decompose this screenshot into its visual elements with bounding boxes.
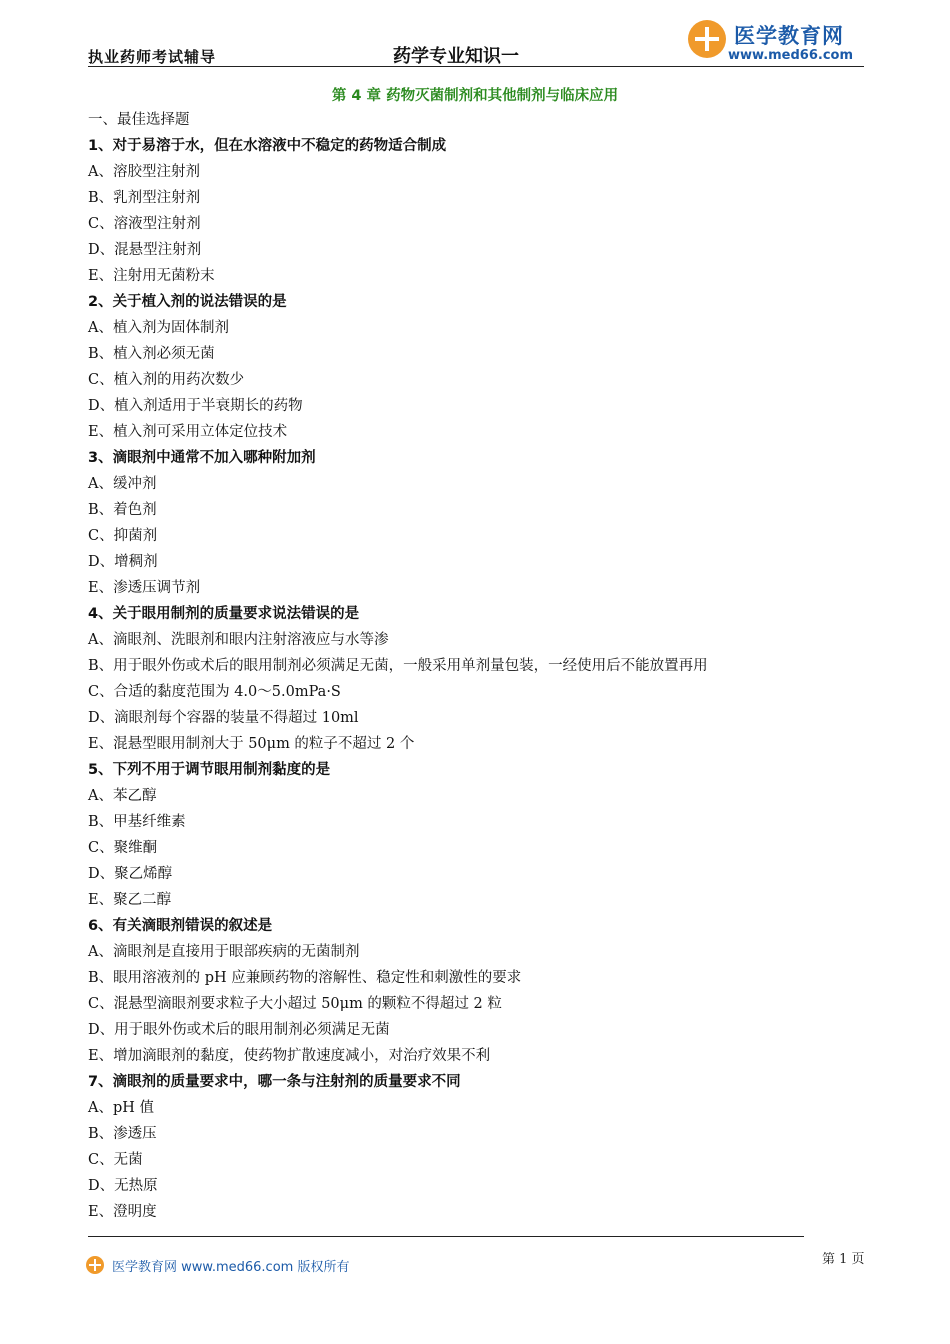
footer-copyright: 医学教育网 www.med66.com 版权所有 — [112, 1260, 350, 1275]
option-c: C、溶液型注射剂 — [88, 216, 201, 232]
question-stem: 3、滴眼剂中通常不加入哪种附加剂 — [88, 450, 316, 466]
option-c: C、聚维酮 — [88, 840, 158, 856]
option-e: E、植入剂可采用立体定位技术 — [88, 424, 288, 440]
option-b: B、着色剂 — [88, 502, 157, 518]
option-d: D、滴眼剂每个容器的装量不得超过 10ml — [88, 710, 359, 726]
option-b: B、植入剂必须无菌 — [88, 346, 215, 362]
header-center-title: 药学专业知识一 — [393, 46, 519, 67]
question-stem: 6、有关滴眼剂错误的叙述是 — [88, 918, 273, 934]
header-left-title: 执业药师考试辅导 — [88, 48, 217, 66]
question-stem: 2、关于植入剂的说法错误的是 — [88, 294, 287, 310]
option-a: A、缓冲剂 — [88, 476, 157, 492]
question-stem: 4、关于眼用制剂的质量要求说法错误的是 — [88, 606, 360, 622]
option-d: D、植入剂适用于半衰期长的药物 — [88, 398, 303, 414]
option-e: E、混悬型眼用制剂大于 50μm 的粒子不超过 2 个 — [88, 736, 415, 752]
question-stem: 5、下列不用于调节眼用制剂黏度的是 — [88, 762, 331, 778]
question-list — [88, 107, 848, 1225]
option-d: D、聚乙烯醇 — [88, 866, 173, 882]
option-e: E、聚乙二醇 — [88, 892, 172, 908]
option-c: C、无菌 — [88, 1152, 143, 1168]
option-d: D、增稠剂 — [88, 554, 158, 570]
option-d: D、用于眼外伤或术后的眼用制剂必须满足无菌 — [88, 1022, 390, 1038]
header-divider — [88, 66, 864, 67]
option-a: A、滴眼剂、洗眼剂和眼内注射溶液应与水等渗 — [88, 632, 389, 648]
option-a: A、植入剂为固体制剂 — [88, 320, 229, 336]
logo — [688, 18, 864, 66]
option-a: A、滴眼剂是直接用于眼部疾病的无菌制剂 — [88, 944, 360, 960]
cross-logo-icon — [688, 20, 726, 58]
option-c: C、混悬型滴眼剂要求粒子大小超过 50μm 的颗粒不得超过 2 粒 — [88, 996, 502, 1012]
option-d: D、无热原 — [88, 1178, 158, 1194]
cross-logo-icon — [86, 1256, 104, 1274]
section-title: 一、最佳选择题 — [88, 112, 190, 128]
option-b: B、眼用溶液剂的 pH 应兼顾药物的溶解性、稳定性和刺激性的要求 — [88, 970, 522, 986]
option-b: B、渗透压 — [88, 1126, 157, 1142]
option-e: E、注射用无菌粉末 — [88, 268, 215, 284]
question-stem: 1、对于易溶于水，但在水溶液中不稳定的药物适合制成 — [88, 138, 447, 154]
option-c: C、合适的黏度范围为 4.0～5.0mPa·S — [88, 684, 341, 700]
page-header — [88, 18, 864, 68]
option-b: B、用于眼外伤或术后的眼用制剂必须满足无菌，一般采用单剂量包装，一经使用后不能放置再用 — [88, 658, 708, 674]
option-b: B、甲基纤维素 — [88, 814, 186, 830]
option-a: A、苯乙醇 — [88, 788, 157, 804]
option-e: E、澄明度 — [88, 1204, 157, 1220]
option-a: A、溶胶型注射剂 — [88, 164, 200, 180]
question-stem: 7、滴眼剂的质量要求中，哪一条与注射剂的质量要求不同 — [88, 1074, 461, 1090]
option-e: E、增加滴眼剂的黏度，使药物扩散速度减小，对治疗效果不利 — [88, 1048, 491, 1064]
option-c: C、植入剂的用药次数少 — [88, 372, 245, 388]
logo-brand: 医学教育网 — [734, 24, 844, 48]
option-c: C、抑菌剂 — [88, 528, 158, 544]
option-e: E、渗透压调节剂 — [88, 580, 201, 596]
option-a: A、pH 值 — [88, 1100, 155, 1116]
footer-divider — [88, 1236, 804, 1237]
logo-url: www.med66.com — [728, 48, 854, 63]
option-d: D、混悬型注射剂 — [88, 242, 202, 258]
option-b: B、乳剂型注射剂 — [88, 190, 201, 206]
chapter-title: 第 4 章 药物灭菌制剂和其他制剂与临床应用 — [331, 88, 619, 104]
page-number: 第 1 页 — [822, 1252, 865, 1267]
